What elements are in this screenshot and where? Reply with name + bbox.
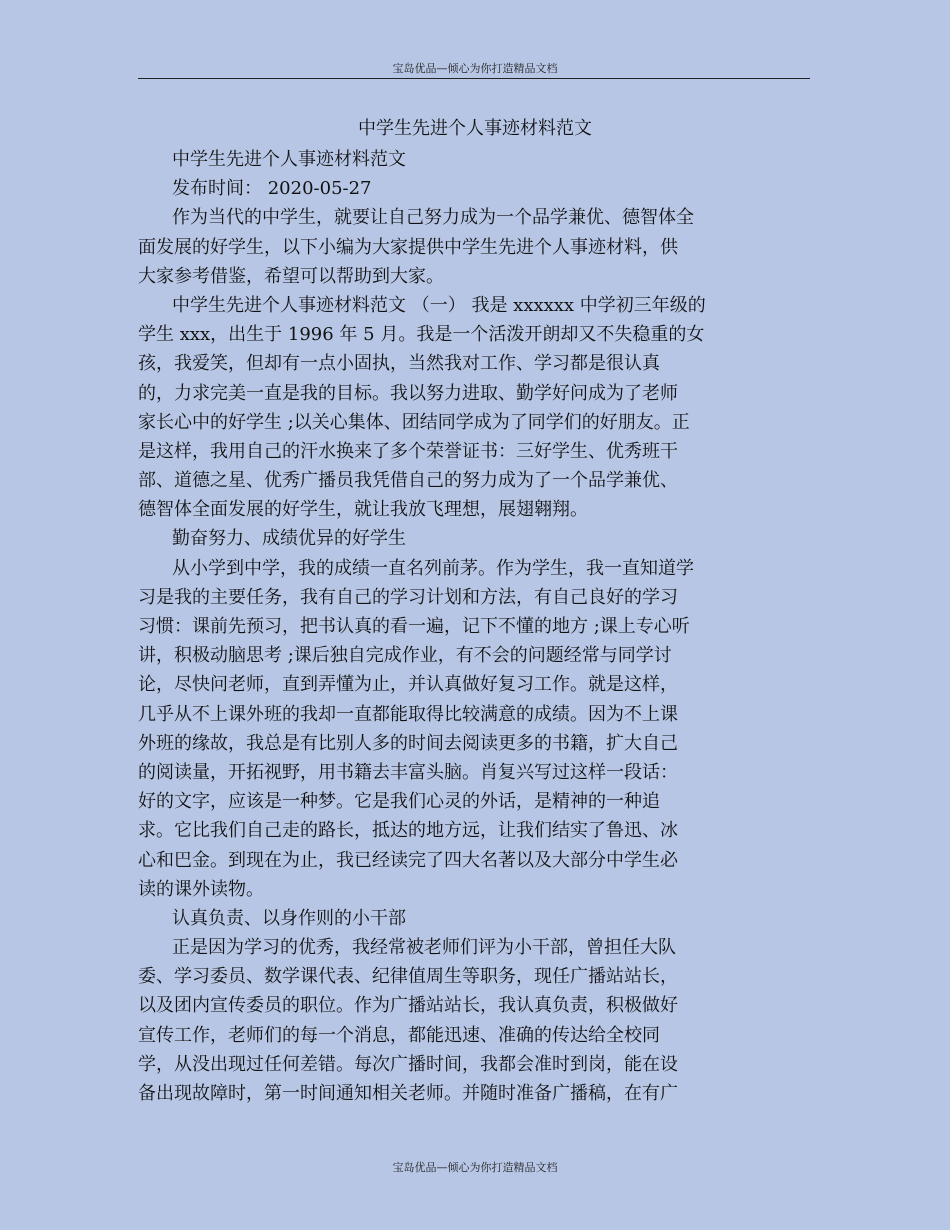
section-heading: 认真负责、以身作则的小干部: [172, 907, 406, 929]
page-header: 宝岛优品—倾心为你打造精品文档: [392, 62, 558, 75]
text-line: 外班的缘故，我总是有比别人多的时间去阅读更多的书籍，扩大自己: [138, 732, 678, 754]
page-footer: 宝岛优品—倾心为你打造精品文档: [392, 1161, 558, 1174]
text-line: 作为当代的中学生，就要让自己努力成为一个品学兼优、德智体全: [172, 207, 694, 229]
text-line: 委、学习委员、数学课代表、纪律值周生等职务，现任广播站站长，: [138, 966, 678, 988]
text-line: 家长心中的好学生 ;以关心集体、团结同学成为了同学们的好朋友。正: [138, 411, 690, 433]
text-line: 备出现故障时，第一时间通知相关老师。并随时准备广播稿，在有广: [138, 1083, 678, 1104]
text-line: 从小学到中学，我的成绩一直名列前茅。作为学生，我一直知道学: [172, 557, 694, 579]
text-line: 习惯：课前先预习，把书认真的看一遍，记下不懂的地方 ;课上专心听: [138, 616, 690, 637]
text-line: 讲，积极动脑思考 ;课后独自完成作业，有不会的问题经常与同学讨: [138, 645, 672, 667]
text-line: 论，尽快问老师，直到弄懂为止，并认真做好复习工作。就是这样，: [138, 674, 678, 696]
text-line: 宣传工作，老师们的每一个消息，都能迅速、准确的传达给全校同: [138, 1024, 660, 1046]
document-title: 中学生先进个人事迹材料范文: [358, 118, 592, 139]
text-line: 德智体全面发展的好学生，就让我放飞理想，展翅翱翔。: [138, 499, 588, 521]
text-line: 的阅读量，开拓视野，用书籍去丰富头脑。肖复兴写过这样一段话：: [138, 761, 678, 783]
text-line: 的，力求完美一直是我的目标。我以努力进取、勤学好问成为了老师: [138, 382, 678, 404]
text-line: 部、道德之星、优秀广播员我凭借自己的努力成为了一个品学兼优、: [138, 470, 678, 492]
header-divider: [138, 78, 810, 79]
text-line: 学生 xxx，出生于 1996 年 5 月。我是一个活泼开朗却又不失稳重的女: [138, 324, 705, 346]
section-heading: 勤奋努力、成绩优异的好学生: [172, 528, 406, 550]
text-line: 孩，我爱笑，但却有一点小固执，当然我对工作、学习都是很认真: [138, 353, 660, 375]
text-line: 发布时间： 2020-05-27: [172, 178, 372, 200]
text-line: 正是因为学习的优秀，我经常被老师们评为小干部，曾担任大队: [172, 937, 676, 959]
text-line: 好的文字，应该是一种梦。它是我们心灵的外话，是精神的一种追: [138, 791, 660, 813]
text-line: 以及团内宣传委员的职位。作为广播站站长，我认真负责，积极做好: [138, 995, 678, 1017]
text-line: 是这样，我用自己的汗水换来了多个荣誉证书：三好学生、优秀班干: [138, 440, 678, 462]
text-line: 大家参考借鉴，希望可以帮助到大家。: [138, 265, 444, 287]
document-body: [138, 145, 818, 1108]
text-line: 中学生先进个人事迹材料范文 （一） 我是 xxxxxx 中学初三年级的: [172, 294, 706, 316]
text-line: 心和巴金。到现在为止，我已经读完了四大名著以及大部分中学生必: [138, 849, 678, 871]
text-line: 中学生先进个人事迹材料范文: [172, 149, 406, 170]
text-line: 读的课外读物。: [138, 878, 264, 900]
text-line: 学，从没出现过任何差错。每次广播时间，我都会准时到岗，能在设: [138, 1053, 678, 1075]
text-line: 习是我的主要任务，我有自己的学习计划和方法，有自己良好的学习: [138, 586, 678, 608]
text-line: 求。它比我们自己走的路长，抵达的地方远，让我们结实了鲁迅、冰: [138, 820, 678, 842]
text-line: 几乎从不上课外班的我却一直都能取得比较满意的成绩。因为不上课: [138, 703, 678, 725]
text-line: 面发展的好学生，以下小编为大家提供中学生先进个人事迹材料，供: [138, 236, 678, 258]
